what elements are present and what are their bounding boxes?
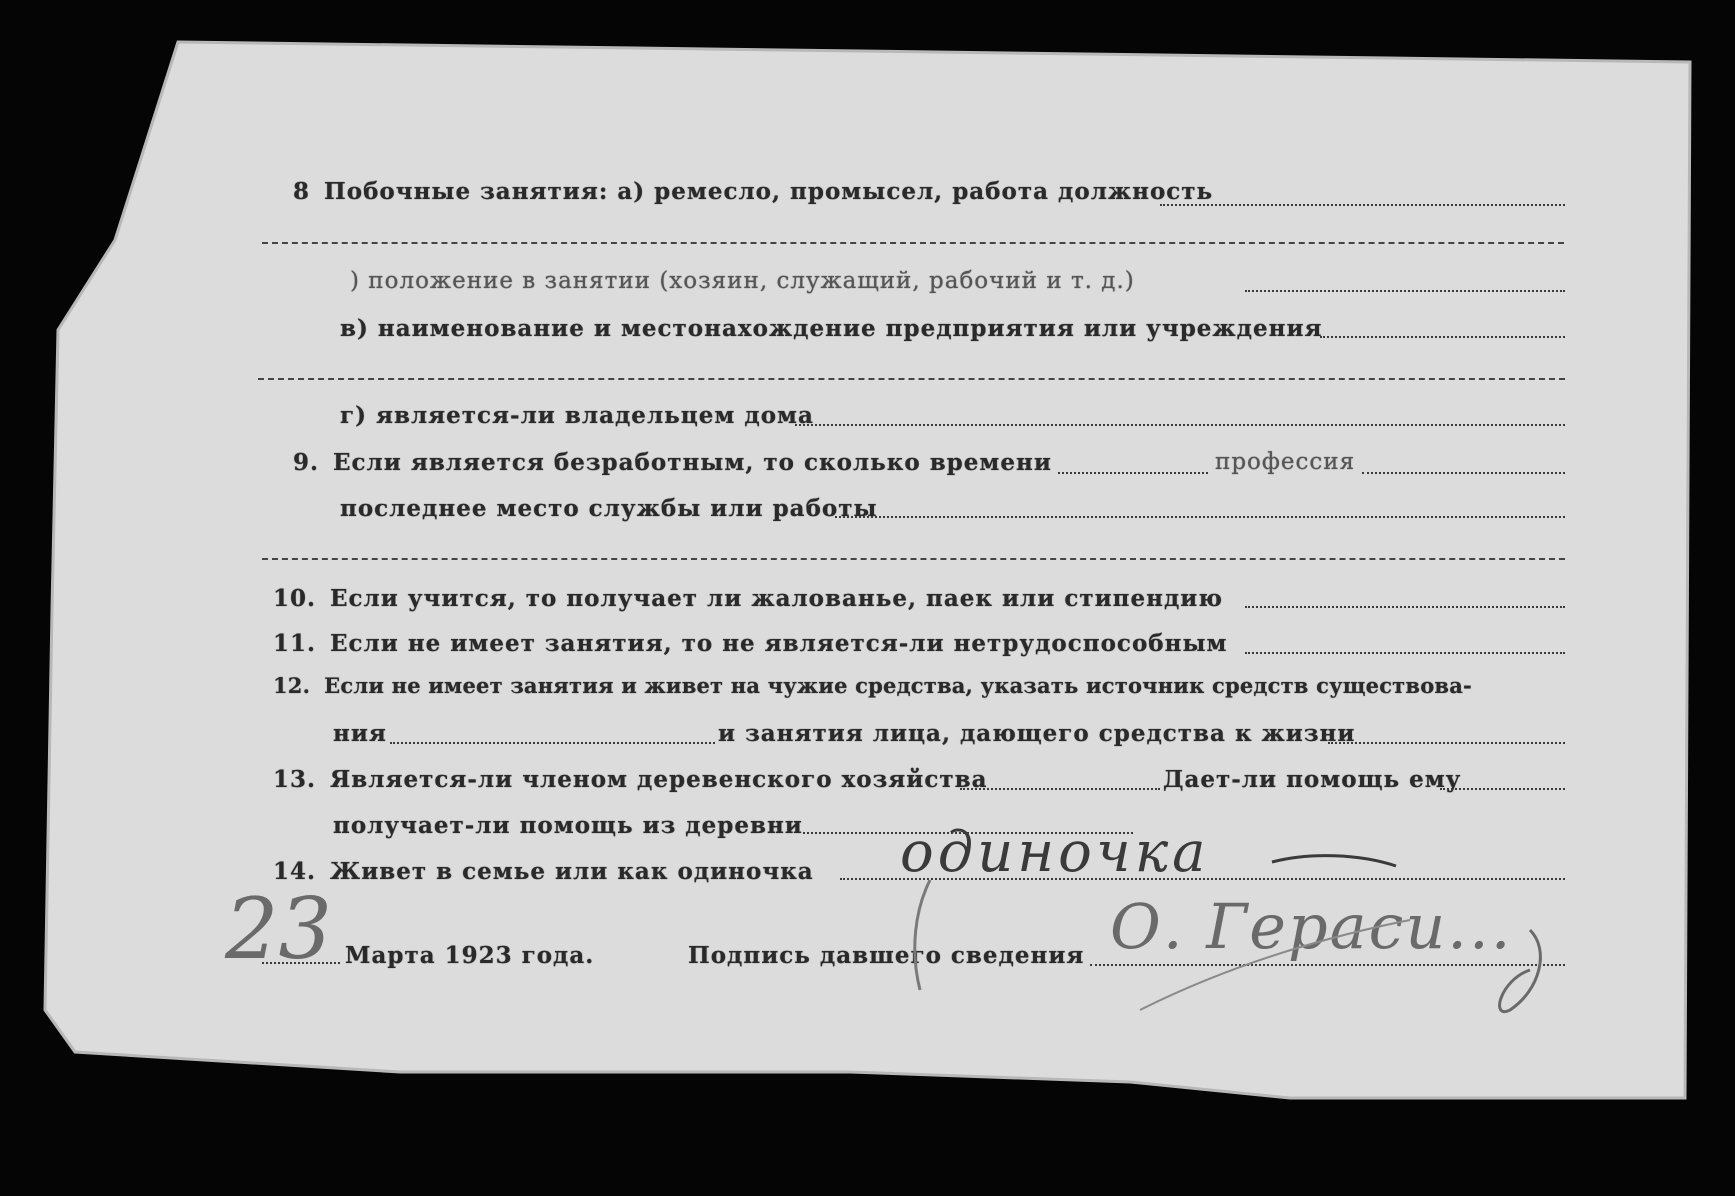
question-13-line-2: [333, 812, 803, 839]
answer-line: [1362, 472, 1565, 474]
question-8-line-a: [293, 178, 1213, 205]
answer-line: [960, 788, 1160, 790]
answer-line: [1440, 788, 1565, 790]
question-text: последнее место службы или работы: [340, 495, 878, 522]
question-13-help-label: [1163, 766, 1461, 793]
answer-line: [1245, 652, 1565, 654]
handwritten-day: 23: [225, 880, 332, 978]
question-12-line-2: [333, 720, 387, 747]
answer-line: [835, 516, 1565, 518]
question-9-line-1: [293, 449, 1052, 476]
question-number: 13.: [273, 766, 317, 793]
answer-line: [1328, 742, 1565, 744]
question-8-line-g: [340, 402, 814, 429]
question-number: 8: [293, 178, 311, 205]
question-8-line-v: [340, 315, 1323, 342]
question-text: профессия: [1215, 449, 1356, 475]
question-12-line-1: [273, 673, 1472, 698]
answer-line: [1320, 336, 1565, 338]
answer-line: [795, 424, 1565, 426]
date-text: Марта 1923 года.: [345, 942, 595, 969]
signature-strokes: [890, 860, 1590, 1030]
footer-date: [345, 942, 594, 969]
question-text: получает-ли помощь из деревни: [333, 812, 803, 839]
question-13-line-1: [273, 766, 988, 793]
question-text: Если не имеет занятия и живет на чужие средства, указать источник средств существова-: [324, 673, 1472, 698]
question-text: г) является-ли владельцем дома: [340, 402, 814, 429]
question-number: 9.: [293, 449, 320, 476]
signature-label: Подпись давшего сведения: [688, 942, 1085, 969]
question-12-line-2b: [718, 720, 1355, 747]
answer-line: [262, 558, 1565, 560]
answer-line: [262, 962, 340, 964]
question-text: ния: [333, 720, 387, 747]
answer-line: [1245, 290, 1565, 292]
question-text: Побочные занятия: а) ремесло, промысел, работа должность: [324, 178, 1214, 205]
question-number: 12.: [273, 673, 311, 698]
question-9-profession-label: [1215, 449, 1355, 475]
question-11: [273, 630, 1228, 657]
answer-line: [390, 742, 715, 744]
question-text: ) положение в занятии (хозяин, служащий, рабочий и т. д.): [350, 268, 1135, 294]
question-text: Если учится, то получает ли жалованье, паек или стипендию: [330, 585, 1223, 612]
question-text: Дает-ли помощь ему: [1163, 766, 1462, 793]
answer-line: [258, 378, 1565, 380]
question-9-line-2: [340, 495, 878, 522]
question-text: Если является безработным, то сколько времени: [333, 449, 1052, 476]
answer-line: [262, 242, 1564, 244]
answer-line: [1058, 472, 1208, 474]
question-number: 11.: [273, 630, 317, 657]
question-text: Если не имеет занятия, то не является-ли нетрудоспособным: [330, 630, 1228, 657]
question-10: [273, 585, 1223, 612]
handwritten-answer-14: одиночка: [900, 820, 1210, 885]
question-text: Живет в семье или как одиночка: [330, 858, 814, 885]
question-number: 10.: [273, 585, 317, 612]
question-text: и занятия лица, дающего средства к жизни: [718, 720, 1356, 747]
answer-line: [1160, 204, 1565, 206]
question-text: Является-ли членом деревенского хозяйства: [330, 766, 988, 793]
question-8-line-b: [350, 268, 1135, 294]
question-text: в) наименование и местонахождение предприятия или учреждения: [340, 315, 1323, 342]
handwritten-signature: О. Гераси...: [1110, 890, 1513, 963]
question-number: 14.: [273, 858, 317, 885]
question-14: [273, 858, 814, 885]
answer-line: [1245, 606, 1565, 608]
